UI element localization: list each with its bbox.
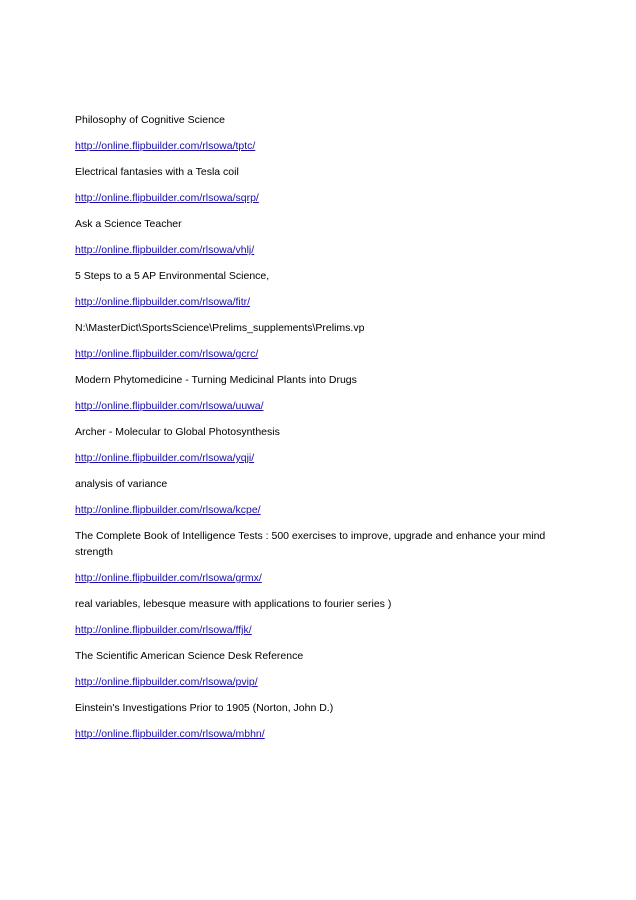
entry-link[interactable]: http://online.flipbuilder.com/rlsowa/yqji/ (75, 452, 255, 464)
entry-link[interactable]: http://online.flipbuilder.com/rlsowa/gcrc/ (75, 348, 259, 360)
entry-title: Philosophy of Cognitive Science (75, 114, 226, 126)
entry-link[interactable]: http://online.flipbuilder.com/rlsowa/grmx/ (75, 572, 262, 584)
entry-link[interactable]: http://online.flipbuilder.com/rlsowa/uuwa/ (75, 400, 264, 412)
entry-list (75, 113, 555, 753)
entry-title: The Complete Book of Intelligence Tests : 500 exercises to improve, upgrade and enhance your mind strength (75, 530, 546, 558)
entry-title: Ask a Science Teacher (75, 218, 182, 230)
entry-link[interactable]: http://online.flipbuilder.com/rlsowa/tptc/ (75, 140, 256, 152)
entry-title: Electrical fantasies with a Tesla coil (75, 166, 239, 178)
entry-title: Archer - Molecular to Global Photosynthesis (75, 426, 280, 438)
entry-title: 5 Steps to a 5 AP Environmental Science, (75, 270, 270, 282)
entry-link[interactable]: http://online.flipbuilder.com/rlsowa/ffjk/ (75, 624, 252, 636)
entry-link[interactable]: http://online.flipbuilder.com/rlsowa/vhlj/ (75, 244, 255, 256)
entry-link[interactable]: http://online.flipbuilder.com/rlsowa/fitr/ (75, 296, 251, 308)
entry-title: N:\MasterDict\SportsScience\Prelims_supplements\Prelims.vp (75, 322, 365, 334)
entry-title: analysis of variance (75, 478, 168, 490)
entry-title: real variables, lebesque measure with applications to fourier series ) (75, 598, 392, 610)
entry-title: Modern Phytomedicine - Turning Medicinal Plants into Drugs (75, 374, 357, 386)
entry-link[interactable]: http://online.flipbuilder.com/rlsowa/mbhn/ (75, 728, 265, 740)
entry-title: The Scientific American Science Desk Reference (75, 650, 304, 662)
entry-link[interactable]: http://online.flipbuilder.com/rlsowa/pvip/ (75, 676, 258, 688)
entry-link[interactable]: http://online.flipbuilder.com/rlsowa/sqrp/ (75, 192, 259, 204)
entry-link[interactable]: http://online.flipbuilder.com/rlsowa/kcpe/ (75, 504, 261, 516)
entry-title: Einstein's Investigations Prior to 1905 (Norton, John D.) (75, 702, 334, 714)
